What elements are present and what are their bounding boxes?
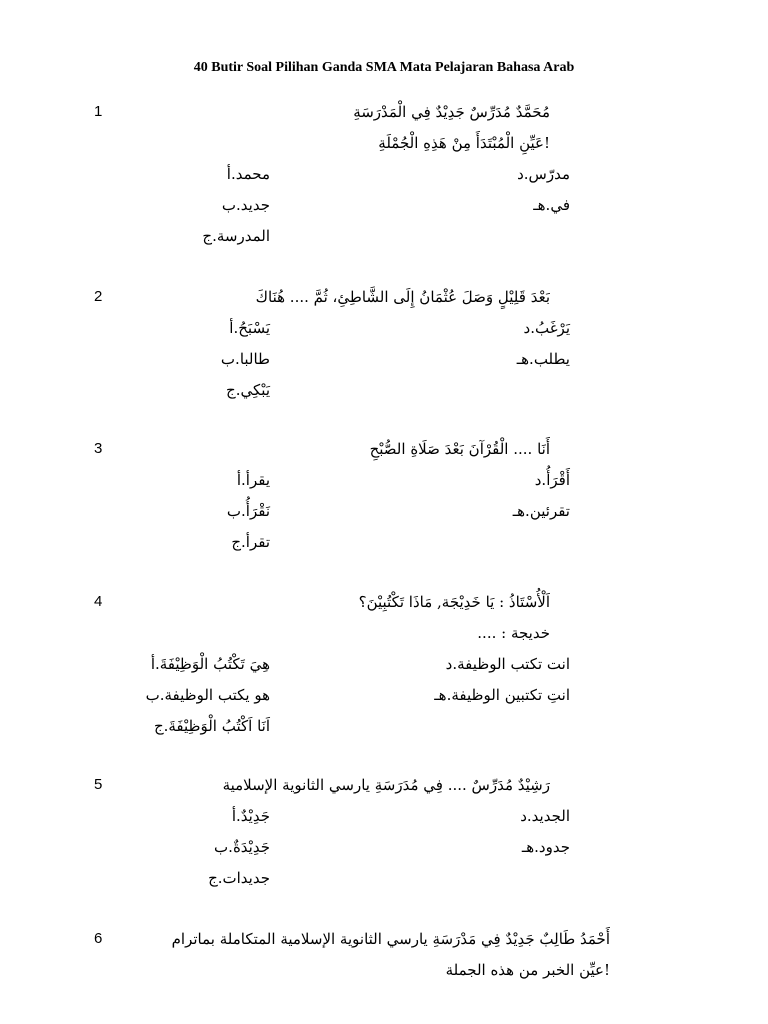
option-marker: .هـ xyxy=(516,350,534,368)
option-marker: .د xyxy=(445,655,458,673)
option-marker: .ب xyxy=(220,350,240,368)
question-stem: مُحَمَّدٌ مُدَرِّسٌ جَدِيْدٌ فِي الْمَدْرَسَةِ xyxy=(353,103,550,121)
option-text: محمد xyxy=(235,165,270,183)
option-b[interactable] xyxy=(130,190,270,220)
option-marker: .أ xyxy=(150,655,160,673)
option-a[interactable] xyxy=(130,313,270,343)
option-text: هِيَ تَكْتُبُ الْوَظِيْفَةَ xyxy=(159,655,270,673)
option-text: جَدِيْدَةٌ xyxy=(232,838,270,856)
option-d[interactable] xyxy=(430,801,570,831)
question-instruction: !عيِّن الخبر من هذه الجملة xyxy=(445,961,610,979)
option-c[interactable] xyxy=(130,863,270,893)
option-text: في xyxy=(550,196,570,214)
option-text: جديدات xyxy=(222,869,270,887)
option-e[interactable] xyxy=(430,680,570,710)
option-text: المدرسة xyxy=(216,227,270,245)
option-text: الجديد xyxy=(531,807,570,825)
option-text: انت تكتب الوظيفة xyxy=(457,655,570,673)
option-d[interactable] xyxy=(430,465,570,495)
question-number: 3 xyxy=(94,440,103,457)
option-marker: .ج xyxy=(208,869,223,887)
option-c[interactable] xyxy=(130,375,270,405)
option-d[interactable] xyxy=(430,313,570,343)
option-text: جَدِيْدٌ xyxy=(240,807,270,825)
option-text: تقرئين xyxy=(529,502,570,520)
question-stem: اَلْأُسْتَاذُ : يَا خَدِيْجَة, مَاذَا تَكْتُبِيْنَ؟ xyxy=(358,593,550,611)
option-marker: .د xyxy=(520,807,532,825)
question-dialogue: خديجة : .... xyxy=(477,624,550,642)
option-marker: .د xyxy=(534,471,547,489)
question-number: 2 xyxy=(94,288,103,305)
option-marker: .ب xyxy=(226,502,246,520)
option-marker: .أ xyxy=(229,319,239,337)
option-marker: .د xyxy=(523,319,535,337)
option-text: يطلب xyxy=(533,350,570,368)
option-text: انتِ تكتبين الوظيفة xyxy=(451,686,570,704)
option-text: اَنَا اَكْتُبُ الْوَظِيْفَةَ xyxy=(168,717,270,735)
question-number: 5 xyxy=(94,776,103,793)
question-number: 6 xyxy=(94,930,103,947)
option-a[interactable] xyxy=(130,465,270,495)
option-d[interactable] xyxy=(430,159,570,189)
option-text: طالبا xyxy=(239,350,270,368)
option-d[interactable] xyxy=(430,649,570,679)
option-text: يَبْكِي xyxy=(240,381,270,399)
option-e[interactable] xyxy=(430,832,570,862)
option-c[interactable] xyxy=(130,527,270,557)
option-marker: .أ xyxy=(226,165,236,183)
option-a[interactable] xyxy=(130,159,270,189)
option-marker: .ب xyxy=(214,838,233,856)
option-text: نَقْرَأُ xyxy=(245,502,270,520)
question-number: 1 xyxy=(94,103,103,120)
option-text: هو يكتب الوظيفة xyxy=(164,686,270,704)
page-title: 40 Butir Soal Pilihan Ganda SMA Mata Pelajaran Bahasa Arab xyxy=(193,60,575,75)
option-marker: .ب xyxy=(221,196,241,214)
option-marker: .ب xyxy=(145,686,165,704)
question-stem: أَحْمَدُ طَالِبٌ جَدِيْدٌ فِي مَدْرَسَةِ يارسي الثانوية الإسلامية المتكاملة بماترام xyxy=(171,930,610,948)
option-text: أَقْرَأُ xyxy=(546,471,570,489)
option-text: تقرأ xyxy=(245,533,270,551)
option-text: جدود xyxy=(538,838,570,856)
option-a[interactable] xyxy=(130,801,270,831)
question-stem: رَشِيْدٌ مُدَرِّسٌ .... فِي مُدَرَسَةِ يارسي الثانوية الإسلامية xyxy=(222,776,550,794)
option-marker: .هـ xyxy=(521,838,539,856)
option-e[interactable] xyxy=(430,496,570,526)
option-a[interactable] xyxy=(130,649,270,679)
option-b[interactable] xyxy=(130,496,270,526)
option-marker: .ج xyxy=(153,717,169,735)
question-instruction: !عَيِّنِ الْمُبْتَدَأَ مِنْ هَذِهِ الْجُمْلَةِ xyxy=(378,134,550,152)
option-c[interactable] xyxy=(130,221,270,251)
option-marker: .أ xyxy=(231,807,241,825)
option-e[interactable] xyxy=(430,190,570,220)
option-marker: .هـ xyxy=(512,502,530,520)
option-b[interactable] xyxy=(130,680,270,710)
option-marker: .ج xyxy=(202,227,217,245)
option-marker: .ج xyxy=(226,381,241,399)
option-marker: .أ xyxy=(236,471,246,489)
option-text: جديد xyxy=(240,196,270,214)
option-marker: .د xyxy=(517,165,529,183)
question-number: 4 xyxy=(94,593,103,610)
option-c[interactable] xyxy=(130,711,270,741)
option-text: يقرأ xyxy=(245,471,270,489)
option-marker: .هـ xyxy=(434,686,452,704)
option-e[interactable] xyxy=(430,344,570,374)
option-text: يَرْغَبُ xyxy=(534,319,570,337)
option-text: يَسْبَحُ xyxy=(238,319,270,337)
option-marker: .ج xyxy=(231,533,246,551)
question-stem: بَعْدَ قَلِيْلٍ وَصَلَ عُثْمَانُ إِلَى الشَّاطِئِ، ثُمَّ .... هُنَاكَ xyxy=(255,288,550,306)
option-b[interactable] xyxy=(130,832,270,862)
option-text: مدرّس xyxy=(528,165,570,183)
question-stem: أَنَا .... الْقُرْآنَ بَعْدَ صَلَاةِ الصُّبْحِ xyxy=(369,440,550,458)
option-b[interactable] xyxy=(130,344,270,374)
option-marker: .هـ xyxy=(533,196,551,214)
